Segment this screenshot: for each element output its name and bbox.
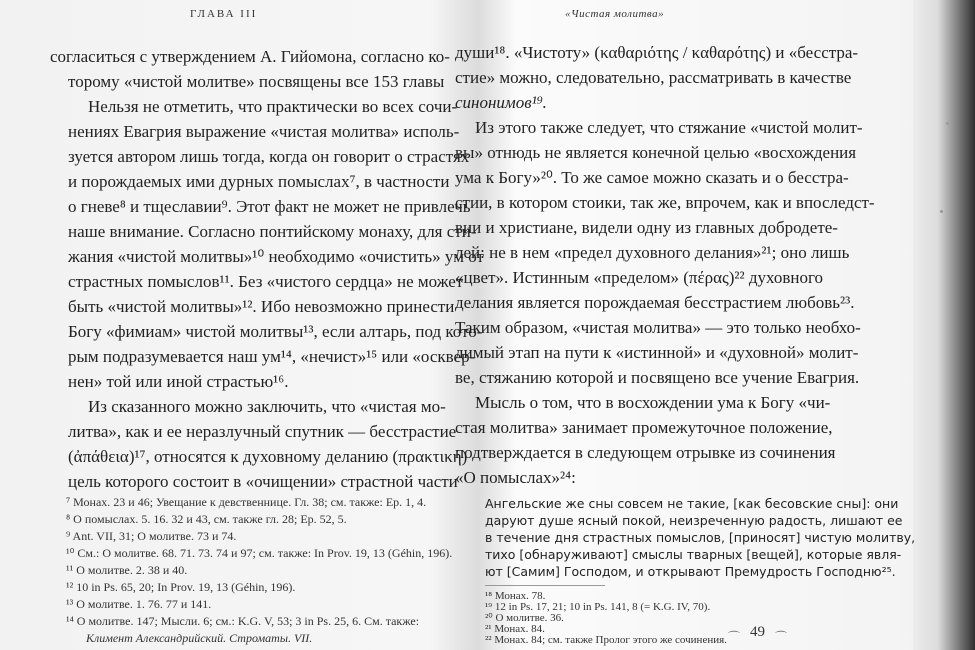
text-line: делания является порождаемая бесстрастием любовь²³. (455, 293, 855, 312)
footnote: ¹¹ О молитве. 2. 38 и 40. (66, 563, 188, 577)
text-line: вии и христиане, видели одну из главных добродете- (455, 218, 838, 237)
block-quote-line: даруют душе ясный покой, неизреченную радость, лишают ее (485, 513, 903, 528)
block-quote-line: Ангельские же сны совсем не такие, [как бесовские сны]: они (485, 496, 899, 511)
footnote-rule (485, 585, 605, 586)
footnote: ¹⁸ Монах. 78. (485, 590, 546, 602)
footnote: ¹⁰ См.: О молитве. 68. 71. 73. 74 и 97; см. также: In Prov. 19, 13 (Géhin, 196). (66, 546, 453, 560)
text-line: стии, в котором стоики, так же, впрочем, как и впоследст- (455, 193, 875, 212)
footnote: ⁸ О помыслах. 5. 16. 32 и 43, см. также гл. 28; Ep. 52, 5. (66, 512, 347, 526)
block-quote-line: тихо [обнаруживают] смыслы тварных [вещей], которые явля- (485, 547, 902, 562)
page-edge (913, 0, 975, 650)
text-line: быть «чистой молитвы»¹². Ибо невозможно принести (68, 297, 455, 316)
ornament-right-icon: ⌒ (775, 630, 788, 644)
right-page (445, 0, 915, 650)
footnote: ¹³ О молитве. 1. 76. 77 и 141. (66, 597, 212, 611)
text-line: лей: не в нем «предел духовного делания»²¹; оно лишь (455, 243, 850, 262)
text-line: Богу «фимиам» чистой молитвы¹³, если алтарь, под кото- (68, 322, 483, 341)
block-quote-line: в течение дня страстных помыслов, [приносят] чистую молитву, (485, 530, 916, 545)
text-line: нен» той или иной страстью¹⁶. (68, 372, 289, 391)
footnote: ¹² 10 in Ps. 65, 20; In Prov. 19, 13 (Géhin, 196). (66, 580, 296, 594)
text-line: вы» отнюдь не является конечной целью «восхождения (455, 143, 857, 162)
text-line: стая молитва» занимает промежуточное положение, (455, 418, 833, 437)
running-head-right: «Чистая молитва» (565, 8, 665, 20)
text-line: стие» можно, следовательно, рассматривать в качестве (455, 68, 852, 87)
text-line: синонимов¹⁹. (455, 93, 547, 112)
text-line: рым подразумевается наш ум¹⁴, «нечист»¹⁵ или «осквер- (68, 347, 476, 366)
page-edge-dot (946, 122, 949, 125)
footnote: ⁷ Монах. 23 и 46; Увещание к девственнице. Гл. 38; см. также: Ep. 1, 4. (66, 495, 427, 509)
footnote: ¹⁹ 12 in Ps. 17, 21; 10 in Ps. 141, 8 (= K.G. IV, 70). (485, 601, 711, 613)
running-head-left: ГЛАВА III (190, 8, 258, 20)
text-line: Нельзя не отметить, что практически во всех сочи- (88, 97, 458, 116)
text-line: димый этап на пути к «истинной» и «духовной» молит- (455, 343, 859, 362)
block-quote-line: ют [Самим] Господом, и открывают Премудрость Господню²⁵. (485, 564, 896, 579)
footnote: Климент Александрийский. Строматы. VII. (86, 631, 313, 645)
text-line: ума к Богу»²⁰. То же самое можно сказать и о бесстра- (455, 168, 849, 187)
text-line: торому «чистой молитве» посвящены все 153 главы (68, 72, 445, 91)
text-line: Из сказанного можно заключить, что «чистая мо- (88, 397, 446, 416)
footnote: ⁹ Ant. VII, 31; О молитве. 73 и 74. (66, 529, 237, 543)
text-line: страстных помыслов¹¹. Без «чистого сердца» не может (68, 272, 464, 291)
footnote: ²¹ Монах. 84. (485, 623, 545, 635)
text-line: Из этого также следует, что стяжание «чистой молит- (475, 118, 863, 137)
text-line: нениях Евагрия выражение «чистая молитва» исполь- (68, 122, 460, 141)
footnote: ²² Монах. 84; см. также Пролог этого же сочинения. (485, 634, 727, 646)
text-line: цель которого состоит в «очищении» страстной части (68, 472, 458, 491)
page-number: 49 (750, 624, 765, 640)
text-line: подтверждается в следующем отрывке из сочинения (455, 443, 836, 462)
text-line: согласиться с утверждением А. Гийомона, согласно ко- (50, 47, 450, 66)
text-line: Мысль о том, что в восхождении ума к Богу «чи- (475, 393, 831, 412)
page-edge-dot (940, 210, 943, 213)
text-line: и порождаемых ими дурных помыслах⁷, в частности (68, 172, 450, 191)
text-line: души¹⁸. «Чистоту» (καθαριότης / καθαρότης) и «бесстра- (455, 43, 859, 62)
text-line: Таким образом, «чистая молитва» — это только необхо- (455, 318, 861, 337)
footnote: ²⁰ О молитве. 36. (485, 612, 564, 624)
text-line: «О помыслах»²⁴: (455, 468, 576, 487)
text-line: (ἀπάθεια)¹⁷, относятся к духовному деланию (πρακτική) (68, 447, 468, 466)
text-line: «цвет». Истинным «пределом» (πέρας)²² духовного (455, 268, 824, 287)
footnote: ¹⁴ О молитве. 147; Мысли. 6; см.: K.G. V, 53; 3 in Ps. 25, 6. См. также: (66, 614, 420, 628)
text-line: о гневе⁸ и тщеславии⁹. Этот факт не может не привлечь (68, 197, 471, 216)
left-page (20, 0, 484, 650)
text-line: наше внимание. Согласно понтийскому монаху, для сти- (68, 222, 477, 241)
text-line: жания «чистой молитвы»¹⁰ необходимо «очистить» ум от (68, 247, 484, 266)
text-line: ве, стяжанию которой и посвящено все учение Евагрия. (455, 368, 860, 387)
ornament-left-icon: ⌒ (728, 630, 741, 644)
text-line: литва», как и ее неразлучный спутник — бесстрастие (68, 422, 457, 441)
text-line: зуется автором лишь тогда, когда он говорит о страстях (68, 147, 470, 166)
